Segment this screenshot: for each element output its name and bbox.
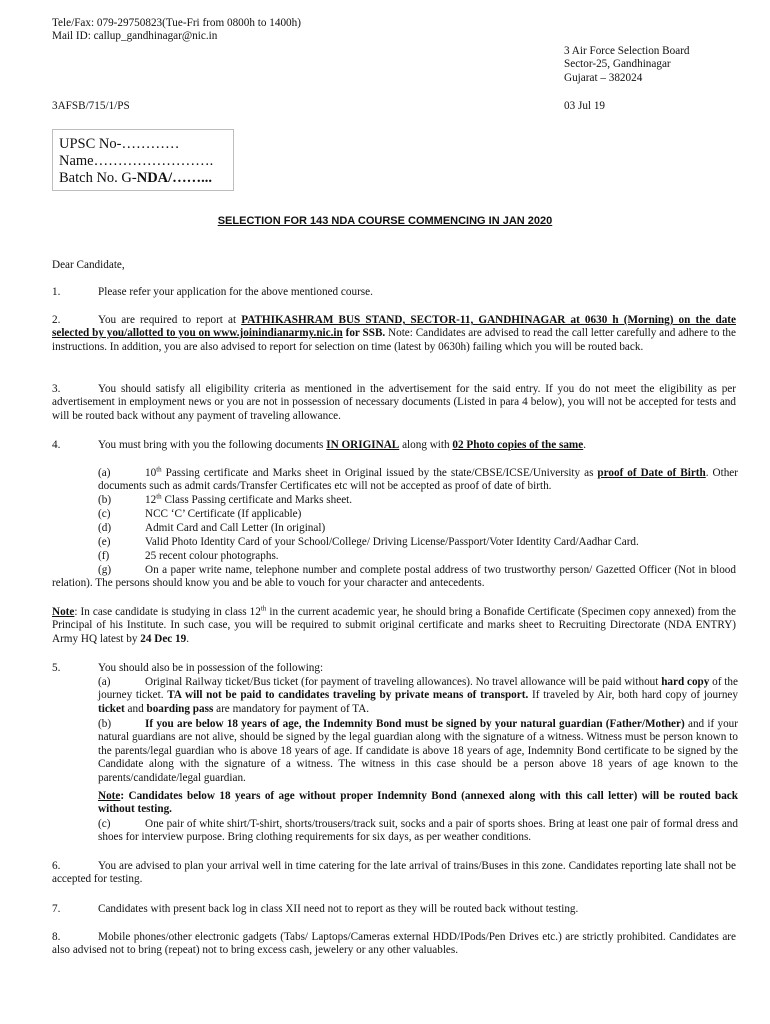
in-original-text: IN ORIGINAL [326,439,400,451]
para-text-bold: for SSB. [342,327,386,340]
para-number: 7. [52,903,61,915]
para-number: 1. [52,286,61,298]
telfax-line: Tele/Fax: 079-29750823(Tue-Fri from 0800h to 1400h) [52,17,301,29]
address-line-3: Gujarat – 382024 [564,71,643,84]
para-number: 5. [52,662,61,674]
salutation: Dear Candidate, [52,259,125,271]
item-text: of the journey ticket. [98,676,738,702]
doc-item-f [98,550,738,563]
ta-warning: TA will not be paid to candidates traveling by private means of transport. [167,689,529,702]
boarding-pass-text: boarding pass [146,702,214,715]
item-text: Admit Card and Call Letter (In original) [145,522,326,534]
header-contact [52,17,301,44]
item-text: 10 [145,467,157,479]
item-text: On a paper write name, telephone number and complete postal address of two trustworthy person/ Gazetted Officer (Not in blood relation). The persons should know you and be able to vouch for your character and antecedents. [52,564,736,590]
item-text: and [124,702,147,715]
paragraph-1 [52,286,736,299]
letter-date: 03 Jul 19 [564,100,606,112]
paragraph-5 [52,662,736,675]
doc-item-d [98,522,738,535]
para-text: You should satisfy all eligibility criteria as mentioned in the advertisement for the said entry. If you do not meet the eligibility as per advertisement in employment news or you are not in possession of necessary documents (Listed in para 4 below), you will not be accepted for tests and will be routed back without any payment of traveling allowance. [52,383,736,422]
para-text: along with [399,439,453,451]
item-label: (c) [98,508,111,520]
para-number: 8. [52,931,61,943]
batch-label: Batch No. G- [59,170,137,186]
para-text: . [583,439,587,451]
item-label: (g) [98,564,112,576]
paragraph-6 [52,860,736,887]
deadline-date: 24 Dec 19 [140,632,187,645]
para-number: 4. [52,439,61,451]
note-label: Note [98,790,121,802]
item-label: (a) [98,676,111,688]
paragraph-4 [52,439,736,452]
reference-number: 3AFSB/715/1/PS [52,100,130,112]
candidate-info-box [52,129,234,191]
paragraph-7 [52,903,736,916]
para-text: You are required to report at [98,314,242,326]
item-text: . Other documents such as admit cards/Transfer Certificates etc will not be accepted as proof of date of birth. [98,467,738,493]
item-text: NCC ‘C’ Certificate (If applicable) [145,508,302,520]
para-number: 3. [52,383,61,395]
item-text: If traveled by Air, both hard copy of journey [528,689,738,702]
superscript: th [156,465,162,474]
note-text: : In case candidate is studying in class 12 [74,606,261,618]
note-text: in the current academic year, he should bring a Bonafide Certificate (Specimen copy annexed) from the Principal of his Institute. In such case, you will be required to submit original certificate and marks sheet to Recruiting Directorate (NDA ENTRY) Army HQ latest by [52,606,736,645]
para-number: 2. [52,314,61,326]
item-label: (d) [98,522,112,534]
para-text: Candidates with present back log in class XII need not to report as they will be routed back without testing. [98,903,579,915]
para-text: Please refer your application for the above mentioned course. [98,286,373,298]
indemnity-bond-rule: If you are below 18 years of age, the Indemnity Bond must be signed by your natural guardian (Father/Mother) [145,718,685,730]
item-text: Class Passing certificate and Marks sheet. [161,494,353,506]
address-line-2: Sector-25, Gandhinagar [564,58,671,71]
note-text: . [186,632,190,645]
doc-item-a [98,467,738,494]
item-label: (b) [98,494,112,506]
upsc-no: UPSC No-………… [59,136,180,152]
ticket-text: ticket [98,702,125,715]
office-address [564,45,690,85]
hard-copy-text: hard copy [661,676,710,688]
item-text: and if your natural guardians are not alive, should be signed by the legal guardian along with the signature of a witness. Witness must be person known to the parents/legal guardian who is above 18 years of age. If candidate is above 18 years of age, Indemnity Bond certificate to be signed by the Candidate along with the signature of a witness. The witness in this case should be a person above 18 years of age known to the parents/candidate/legal guardian. [98,718,739,784]
para-note: Note: Candidates are advised to read the call letter carefully and adhere to the instructions. In addition, you are also advised to report for selection on time (latest by 0630h) failing which you will be routed back. [52,327,736,353]
para-text: You must bring with you the following documents [98,439,327,451]
doc-item-c [98,508,738,521]
doc-item-b [98,494,738,507]
item-label: (a) [98,467,111,479]
superscript: th [156,492,162,501]
note-text: : Candidates below 18 years of age without proper Indemnity Bond (annexed along with this call letter) will be routed back without testing. [98,790,738,816]
mail-line: Mail ID: callup_gandhinagar@nic.in [52,30,218,43]
item-text: are mandatory for payment of TA. [213,702,370,715]
doc-item-e [98,536,738,549]
item-text: Passing certificate and Marks sheet in Original issued by the state/CBSE/ICSE/University as [161,467,598,479]
para-text: You should also be in possession of the following: [98,662,324,674]
item-text: 12 [145,494,157,506]
item-label: (f) [98,550,110,562]
doc-item-g [52,564,736,591]
item-text: 25 recent colour photographs. [145,550,279,562]
item-text: Original Railway ticket/Bus ticket (for payment of traveling allowances). No travel allowance will be paid without [145,676,662,688]
candidate-name: Name……………………. [59,153,214,169]
item-text: One pair of white shirt/T-shirt, shorts/trousers/track suit, socks and a pair of sports shoes. Bring at least one pair of formal dress and shoes for interview purpose. Bring clothing requirements for six days, as per weather conditions. [98,818,738,844]
possession-item-b [98,718,738,785]
proof-of-dob: proof of Date of Birth [597,467,706,479]
possession-item-c [98,818,738,845]
item-text: Valid Photo Identity Card of your School/College/ Driving License/Passport/Voter Identity Card/Aadhar Card. [145,536,639,548]
note-indemnity [98,790,738,817]
para-text: You are advised to plan your arrival well in time catering for the late arrival of trains/Buses in this zone. Candidates reporting late shall not be accepted for testing. [52,860,736,886]
para-text: Mobile phones/other electronic gadgets (Tabs/ Laptops/Cameras external HDD/IPods/Pen Drives etc.) are strictly prohibited. Candidates are also advised not to bring (repeat) not to bring excess cash, jewelery or any other valuables. [52,931,736,957]
note-label: Note [52,606,75,618]
batch-value: NDA/……... [136,170,213,186]
paragraph-8 [52,931,736,958]
page-title: SELECTION FOR 143 NDA COURSE COMMENCING IN JAN 2020 [217,215,553,227]
item-label: (c) [98,818,111,830]
para-number: 6. [52,860,61,872]
report-location: PATHIKASHRAM BUS STAND, SECTOR-11, GANDHINAGAR at 0630 h (Morning) on the date selected by you/allotted to you on www.joinindianarmy.nic.in [52,314,736,340]
item-label: (e) [98,536,111,548]
item-label: (b) [98,718,112,730]
photo-copies-text: 02 Photo copies of the same [452,439,584,451]
possession-item-a [98,676,738,716]
superscript: th [260,604,267,613]
paragraph-2 [52,314,736,354]
batch-no [59,170,233,187]
note-class-12 [52,606,736,646]
paragraph-3 [52,383,736,423]
address-line-1: 3 Air Force Selection Board [564,45,690,57]
